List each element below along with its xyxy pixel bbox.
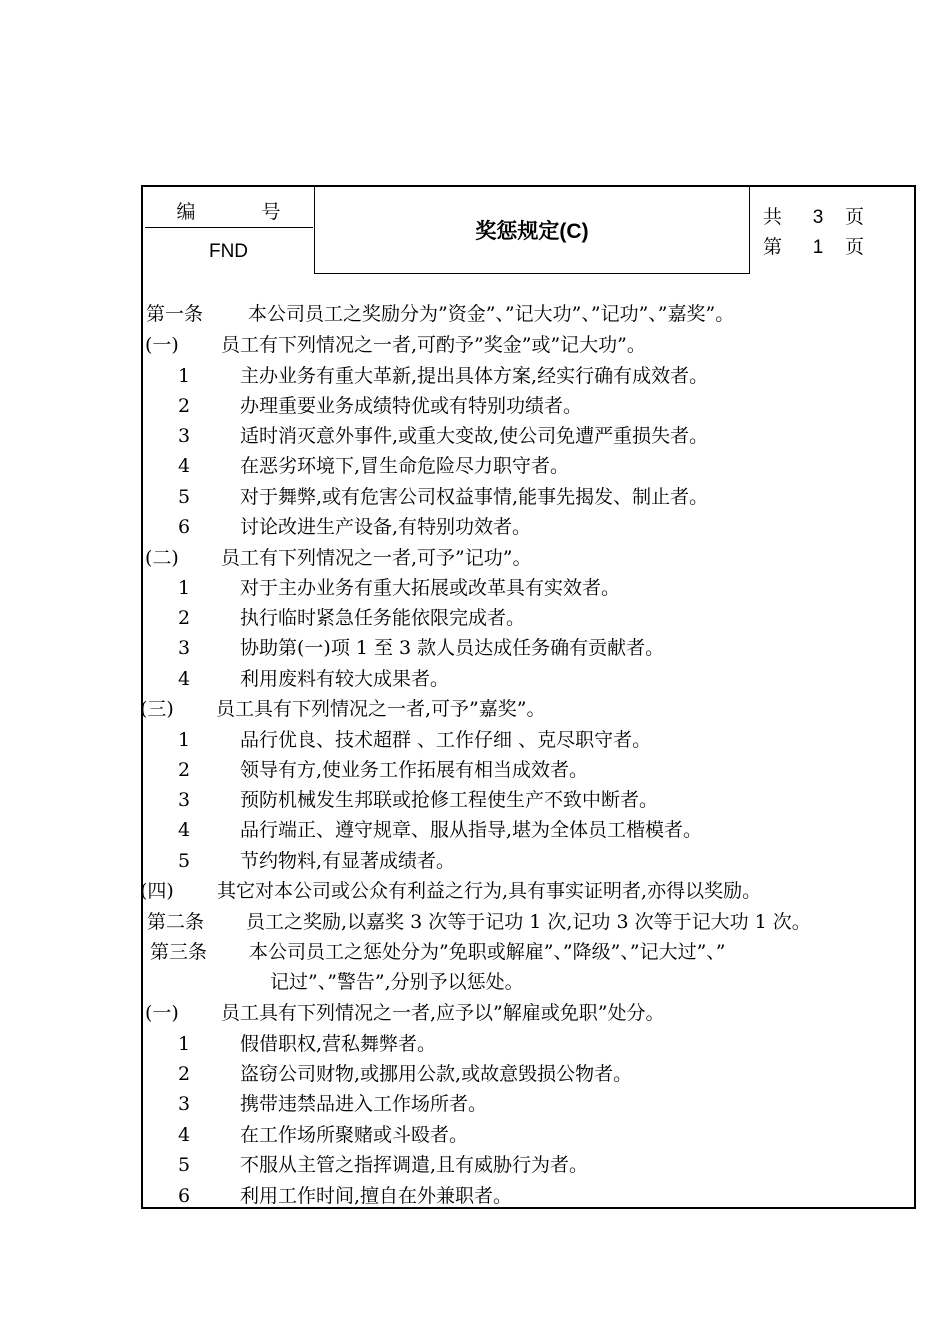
section-number: (一) <box>145 1002 179 1024</box>
article-line <box>150 940 726 964</box>
code-value: FND <box>208 241 249 262</box>
item-line <box>178 1062 632 1086</box>
item-line <box>178 728 651 752</box>
item-number: 2 <box>178 395 191 417</box>
item-text: 节约物料,有显著成绩者。 <box>240 850 456 872</box>
section-text: 其它对本公司或公众有利益之行为,具有事实证明者,亦得以奖励。 <box>217 880 762 902</box>
section-number: (三) <box>140 698 174 720</box>
item-number: 6 <box>178 1185 191 1207</box>
item-text: 利用废料有较大成果者。 <box>240 668 450 690</box>
section-number: (二) <box>145 547 179 569</box>
item-text: 在恶劣环境下,冒生命危险尽力职守者。 <box>240 455 570 477</box>
section-line <box>145 333 646 357</box>
page-total-suffix: 页 <box>845 207 865 228</box>
article-continuation <box>270 970 524 994</box>
item-number: 3 <box>178 1093 191 1115</box>
item-text: 品行优良、技术超群 、工作仔细 、克尽职守者。 <box>240 729 652 751</box>
item-number: 2 <box>178 759 191 781</box>
section-number: (一) <box>145 334 179 356</box>
item-number: 4 <box>178 668 191 690</box>
item-line <box>178 1092 487 1116</box>
item-text: 不服从主管之指挥调遣,且有威胁行为者。 <box>240 1154 589 1176</box>
section-text: 员工具有下列情况之一者,可予”嘉奖”。 <box>216 698 546 720</box>
item-number: 4 <box>178 455 191 477</box>
item-number: 3 <box>178 425 191 447</box>
section-line <box>140 879 761 903</box>
item-number: 1 <box>178 365 191 387</box>
item-line <box>178 454 569 478</box>
article-text: 员工之奖励,以嘉奖 3 次等于记功 1 次,记功 3 次等于记大功 1 次。 <box>246 911 811 933</box>
item-number: 6 <box>178 516 191 538</box>
item-line <box>178 1184 512 1208</box>
section-text: 员工有下列情况之一者,可予”记功”。 <box>221 547 532 569</box>
page-total-prefix: 共 <box>763 207 783 228</box>
item-text: 协助第(一)项 1 至 3 款人员达成任务确有贡献者。 <box>240 637 665 659</box>
item-number: 2 <box>178 1063 191 1085</box>
article-line <box>146 302 734 326</box>
item-number: 1 <box>178 577 191 599</box>
item-line <box>178 424 708 448</box>
item-line <box>178 636 664 660</box>
article-number: 第一条 <box>146 303 204 325</box>
section-text: 员工具有下列情况之一者,应予以”解雇或免职”处分。 <box>221 1002 665 1024</box>
item-line <box>178 1032 436 1056</box>
item-text: 适时消灭意外事件,或重大变故,使公司免遭严重损失者。 <box>240 425 709 447</box>
item-text: 对于舞弊,或有危害公司权益事情,能事先揭发、制止者。 <box>240 486 709 508</box>
section-number: (四) <box>140 880 174 902</box>
item-text: 主办业务有重大革新,提出具体方案,经实行确有成效者。 <box>240 365 709 387</box>
item-line <box>178 788 658 812</box>
item-text: 盗窃公司财物,或挪用公款,或故意毁损公物者。 <box>240 1063 633 1085</box>
item-line <box>178 394 582 418</box>
item-line <box>178 1153 588 1177</box>
item-text: 领导有方,使业务工作拓展有相当成效者。 <box>240 759 589 781</box>
item-number: 1 <box>178 1033 191 1055</box>
item-line <box>178 576 620 600</box>
article-number: 第三条 <box>150 941 208 963</box>
section-line <box>145 546 531 570</box>
item-line <box>178 515 531 539</box>
item-line <box>178 818 702 842</box>
article-text: 本公司员工之奖励分为”资金”、”记大功”、”记功”、”嘉奖”。 <box>248 303 735 325</box>
item-text: 携带违禁品进入工作场所者。 <box>240 1093 488 1115</box>
item-text: 在工作场所聚赌或斗殴者。 <box>240 1124 469 1146</box>
item-text: 对于主办业务有重大拓展或改革具有实效者。 <box>240 577 621 599</box>
item-line <box>178 485 708 509</box>
item-number: 5 <box>178 850 191 872</box>
section-line <box>140 697 545 721</box>
document-title: 奖惩规定(C) <box>314 185 750 274</box>
item-text: 办理重要业务成绩特优或有特别功绩者。 <box>240 395 583 417</box>
item-number: 1 <box>178 729 191 751</box>
item-text: 执行临时紧急任务能依限完成者。 <box>240 607 526 629</box>
section-line <box>145 1001 664 1025</box>
item-line <box>178 667 449 691</box>
page-current-suffix: 页 <box>845 237 865 258</box>
item-line <box>178 1123 468 1147</box>
code-label: 编 号 <box>176 201 311 223</box>
item-text: 预防机械发生邦联或抢修工程使生产不致中断者。 <box>240 789 659 811</box>
item-text: 利用工作时间,擅自在外兼职者。 <box>240 1185 513 1207</box>
item-text: 讨论改进生产设备,有特别功效者。 <box>240 516 532 538</box>
item-number: 4 <box>178 1124 191 1146</box>
item-number: 5 <box>178 1154 191 1176</box>
item-number: 2 <box>178 607 191 629</box>
page-current: 1 <box>812 237 824 258</box>
article-line <box>147 910 811 934</box>
article-text: 本公司员工之惩处分为”免职或解雇”、”降级”、”记大过”、” <box>249 941 726 963</box>
section-text: 员工有下列情况之一者,可酌予”奖金”或”记大功”。 <box>221 334 646 356</box>
item-line <box>178 606 525 630</box>
item-line <box>178 849 455 873</box>
item-number: 5 <box>178 486 191 508</box>
item-number: 3 <box>178 637 191 659</box>
item-number: 3 <box>178 789 191 811</box>
item-line <box>178 758 588 782</box>
page-total: 3 <box>812 207 824 228</box>
article-text: 记过”、”警告”,分别予以惩处。 <box>270 971 524 993</box>
item-text: 品行端正、遵守规章、服从指导,堪为全体员工楷模者。 <box>240 819 703 841</box>
item-text: 假借职权,营私舞弊者。 <box>240 1033 437 1055</box>
page-current-prefix: 第 <box>763 237 783 258</box>
item-line <box>178 364 708 388</box>
article-number: 第二条 <box>147 911 205 933</box>
item-number: 4 <box>178 819 191 841</box>
